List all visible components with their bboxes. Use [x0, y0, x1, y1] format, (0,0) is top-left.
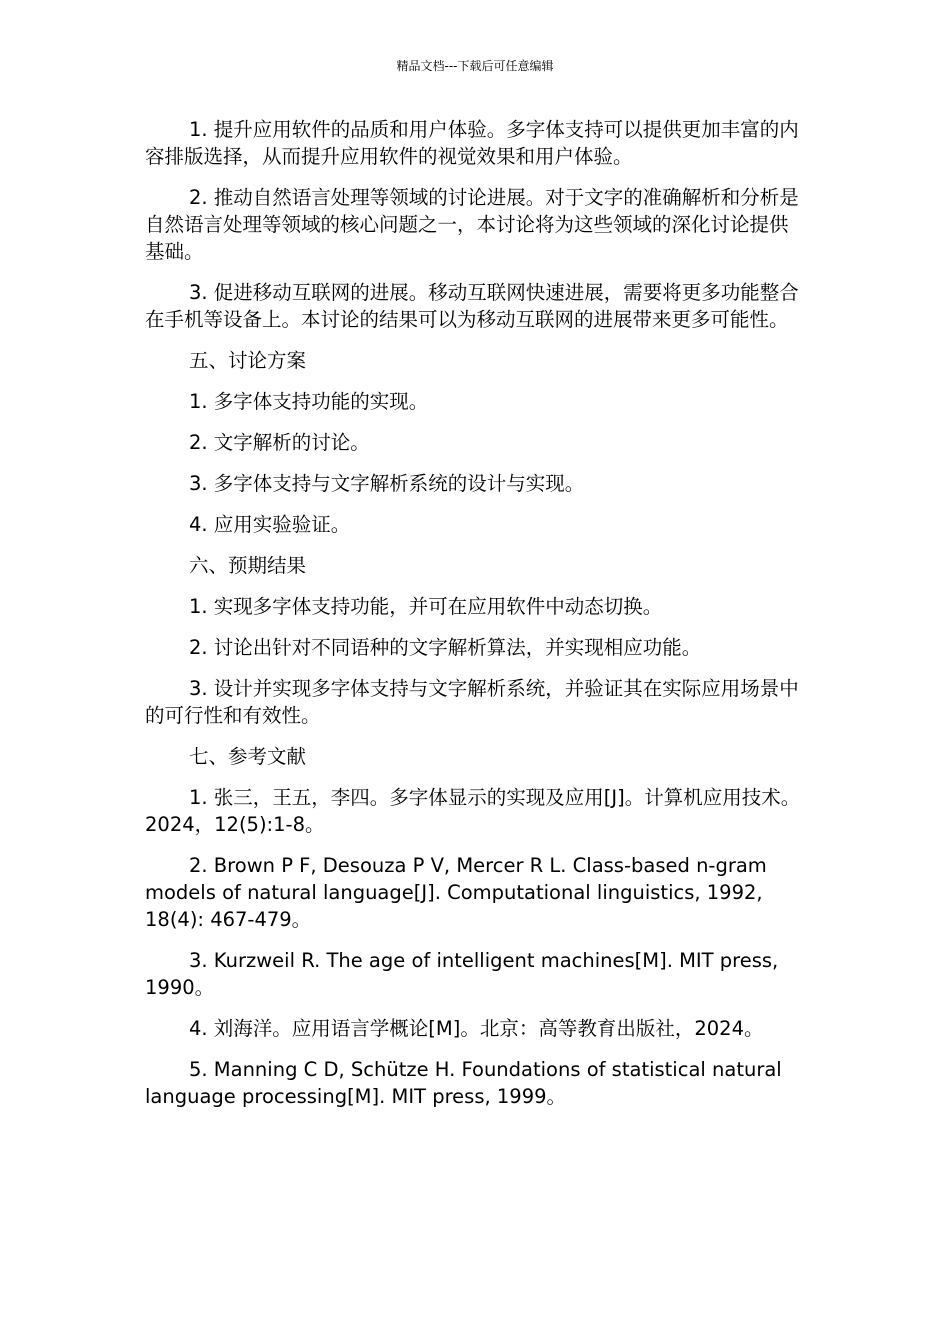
- result-item-1: 1. 实现多字体支持功能，并可在应用软件中动态切换。: [189, 595, 663, 618]
- section-heading-results: 六、预期结果: [189, 554, 307, 577]
- page-header: 精品文档---下载后可任意编辑: [396, 59, 554, 73]
- reference-item-5: 5. Manning C D, Schütze H. Foundations of statistical natural language processing[M]. MIT press, 1999。: [145, 1058, 782, 1108]
- section-heading-references: 七、参考文献: [189, 745, 307, 768]
- result-item-2: 2. 讨论出针对不同语种的文字解析算法，并实现相应功能。: [189, 636, 702, 659]
- reference-item-4: 4. 刘海洋。应用语言学概论[M]。北京：高等教育出版社，2024。: [189, 1017, 764, 1040]
- reference-item-3: 3. Kurzweil R. The age of intelligent machines[M]. MIT press, 1990。: [145, 949, 779, 999]
- reference-item-2: 2. Brown P F, Desouza P V, Mercer R L. Class-based n-gram models of natural language[J]. Computational linguistics, 1992, 18(4): 467-479。: [145, 854, 767, 931]
- plan-item-3: 3. 多字体支持与文字解析系统的设计与实现。: [189, 472, 585, 495]
- section-heading-plan: 五、讨论方案: [189, 349, 307, 372]
- document-body: [145, 116, 805, 1110]
- plan-item-2: 2. 文字解析的讨论。: [189, 431, 370, 454]
- reference-item-1: 1. 张三，王五，李四。多字体显示的实现及应用[J]。计算机应用技术。2024，12(5):1-8。: [145, 786, 801, 836]
- paragraph-benefit-3: 3. 促进移动互联网的进展。移动互联网快速进展，需要将更多功能整合在手机等设备上。本讨论的结果可以为移动互联网的进展带来更多可能性。: [145, 281, 799, 331]
- plan-item-4: 4. 应用实验验证。: [189, 513, 351, 536]
- plan-item-1: 1. 多字体支持功能的实现。: [189, 390, 429, 413]
- paragraph-benefit-1: 1. 提升应用软件的品质和用户体验。多字体支持可以提供更加丰富的内容排版选择，从而提升应用软件的视觉效果和用户体验。: [145, 118, 799, 168]
- result-item-3: 3. 设计并实现多字体支持与文字解析系统，并验证其在实际应用场景中的可行性和有效性。: [145, 677, 799, 727]
- paragraph-benefit-2: 2. 推动自然语言处理等领域的讨论进展。对于文字的准确解析和分析是自然语言处理等领域的核心问题之一，本讨论将为这些领域的深化讨论提供基础。: [145, 186, 799, 263]
